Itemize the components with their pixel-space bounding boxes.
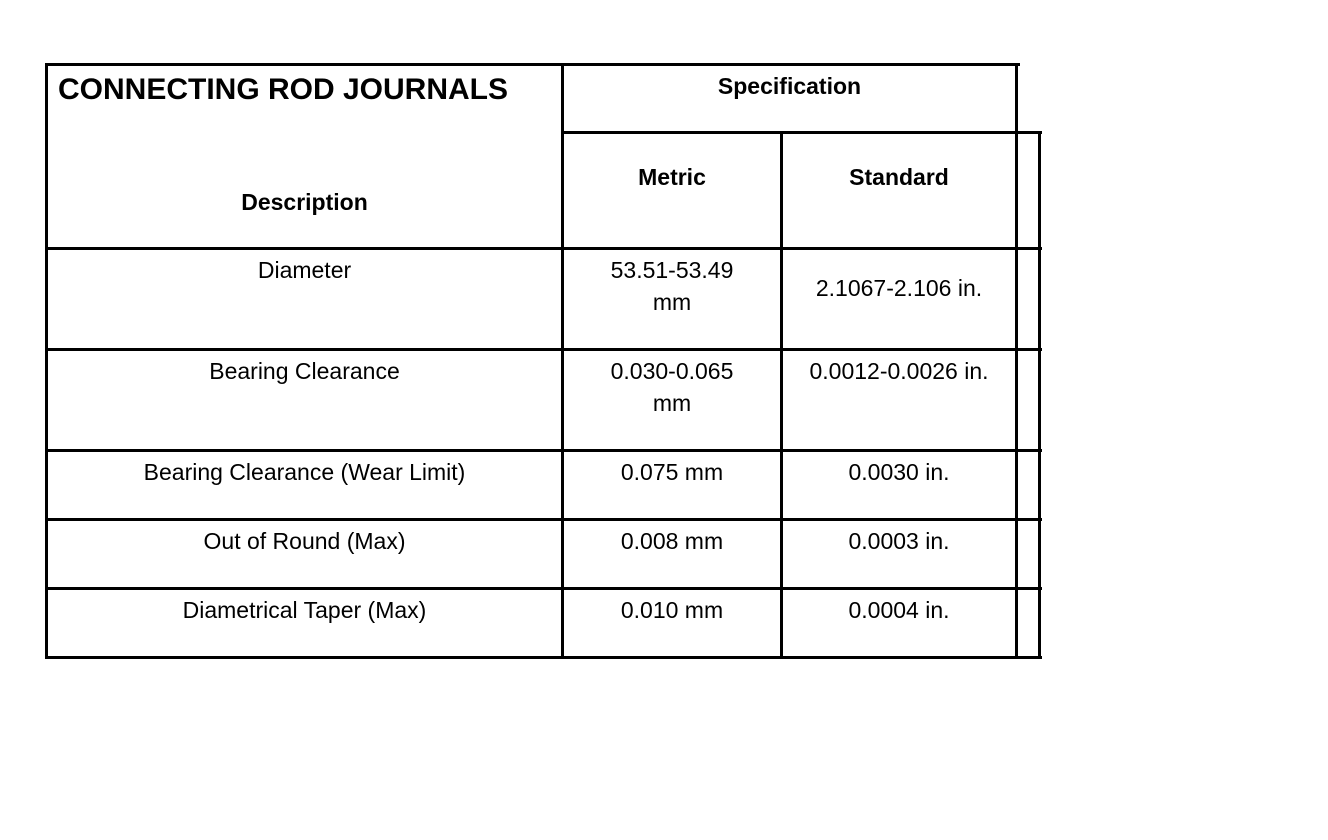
row-3-standard: 0.0030 in.: [848, 459, 950, 485]
border-row-4: [45, 587, 1042, 590]
border-row-3: [45, 518, 1042, 521]
border-row-1: [45, 348, 1042, 351]
border-top: [45, 63, 1020, 66]
row-3-metric: 0.075 mm: [620, 459, 724, 485]
header-metric: Metric: [638, 164, 706, 190]
row-5-metric: 0.010 mm: [620, 597, 724, 623]
border-row-2: [45, 449, 1042, 452]
row-4-metric: 0.008 mm: [620, 528, 724, 554]
row-5-description: Diametrical Taper (Max): [182, 597, 427, 623]
row-2-description: Bearing Clearance: [209, 358, 400, 384]
row-1-standard: 2.1067-2.106 in.: [815, 275, 983, 301]
row-1-description: Diameter: [257, 257, 352, 283]
row-4-description: Out of Round (Max): [203, 528, 406, 554]
row-1-metric: 53.51-53.49 mm: [610, 257, 734, 315]
table-title: CONNECTING ROD JOURNALS: [58, 73, 509, 106]
border-outer-right: [1038, 131, 1041, 659]
row-4-standard: 0.0003 in.: [848, 528, 950, 554]
row-2-metric: 0.030-0.065 mm: [610, 358, 734, 416]
row-2-standard: 0.0012-0.0026 in.: [809, 358, 989, 384]
row-3-description: Bearing Clearance (Wear Limit): [143, 459, 466, 485]
header-description: Description: [241, 189, 368, 215]
border-bottom: [45, 656, 1042, 659]
header-specification: Specification: [717, 73, 862, 99]
header-standard: Standard: [849, 164, 949, 190]
border-spec-under: [562, 131, 1042, 134]
border-standard-right: [1015, 63, 1018, 659]
row-5-standard: 0.0004 in.: [848, 597, 950, 623]
